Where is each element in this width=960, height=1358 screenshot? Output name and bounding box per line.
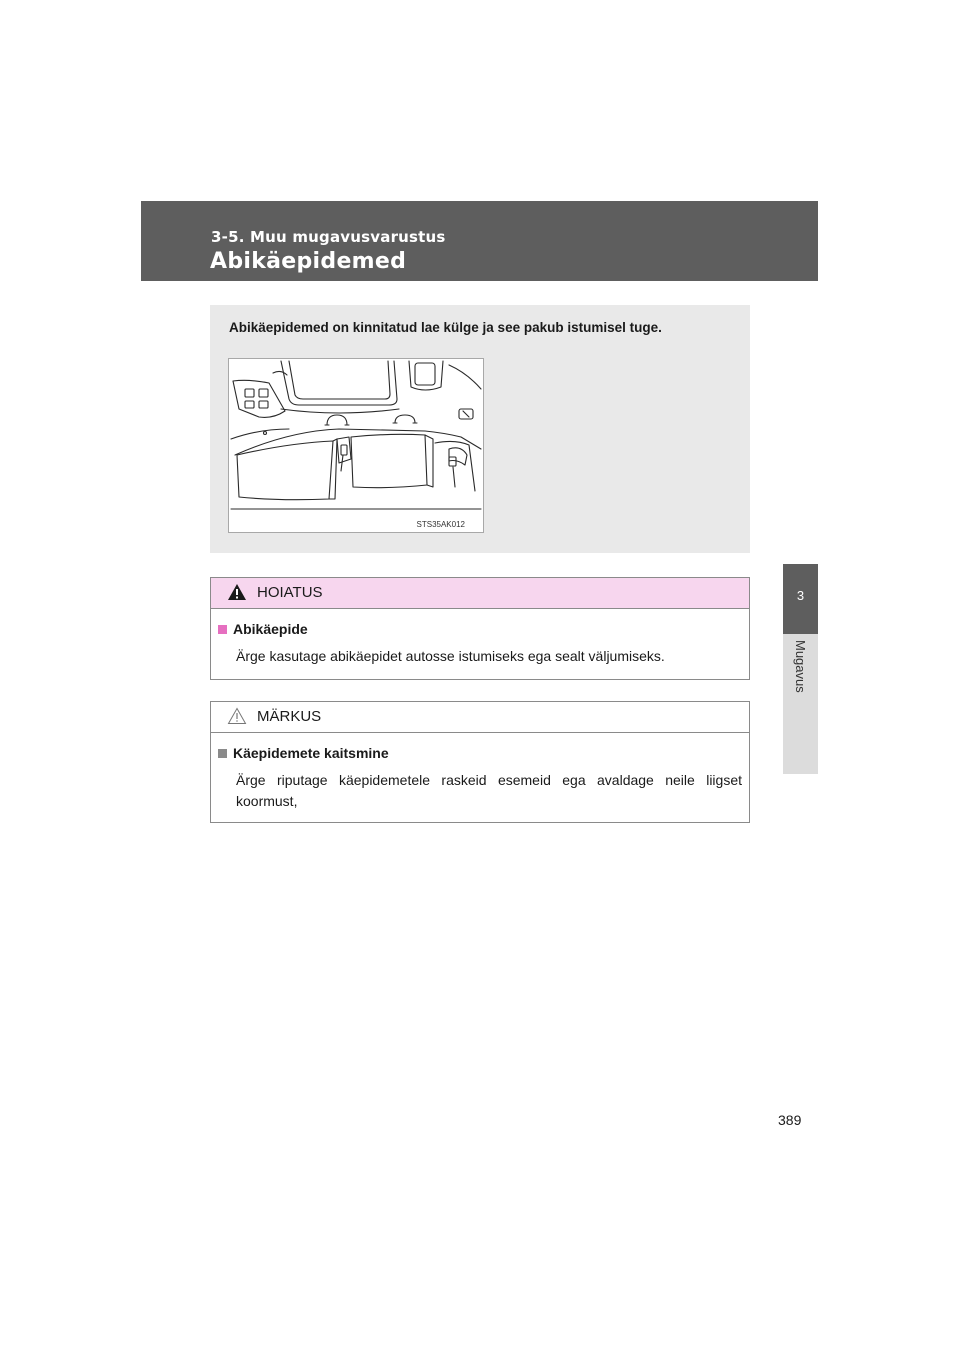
caution-header — [211, 702, 749, 733]
warning-box — [210, 577, 750, 680]
chapter-tab-label: Mugavus — [793, 640, 808, 693]
intro-text: Abikäepidemed on kinnitatud lae külge ja see pakub istumisel tuge. — [229, 320, 662, 335]
warning-item — [218, 621, 742, 637]
car-interior-drawing — [229, 359, 483, 532]
caution-item-text: Ärge riputage käepidemetele raskeid esemeid ega avaldage neile liigset koormust, — [236, 772, 742, 809]
warning-header — [211, 578, 749, 609]
caution-item — [218, 745, 742, 761]
caution-item-title: Käepidemete kaitsmine — [233, 745, 389, 761]
warning-heading: HOIATUS — [257, 584, 323, 601]
intro-box — [210, 305, 750, 553]
caution-icon — [227, 707, 247, 725]
section-label: 3-5. Muu mugavusvarustus — [211, 228, 446, 246]
chapter-tab — [783, 634, 818, 774]
warning-body — [211, 609, 749, 677]
page-number: 389 — [778, 1112, 802, 1128]
assist-grip-illustration — [228, 358, 484, 533]
section-header — [141, 201, 818, 281]
caution-body — [211, 733, 749, 822]
caution-box — [210, 701, 750, 823]
chapter-tab-number: 3 — [783, 564, 818, 634]
caution-heading: MÄRKUS — [257, 708, 322, 725]
warning-item-text: Ärge kasutage abikäepidet autosse istumiseks ega sealt väljumiseks. — [236, 648, 665, 664]
figure-code: STS35AK012 — [416, 520, 465, 529]
bullet-square-icon — [218, 625, 227, 634]
warning-item-title: Abikäepide — [233, 621, 308, 637]
page-title: Abikäepidemed — [210, 249, 407, 274]
warning-icon — [227, 583, 247, 601]
bullet-square-icon — [218, 749, 227, 758]
